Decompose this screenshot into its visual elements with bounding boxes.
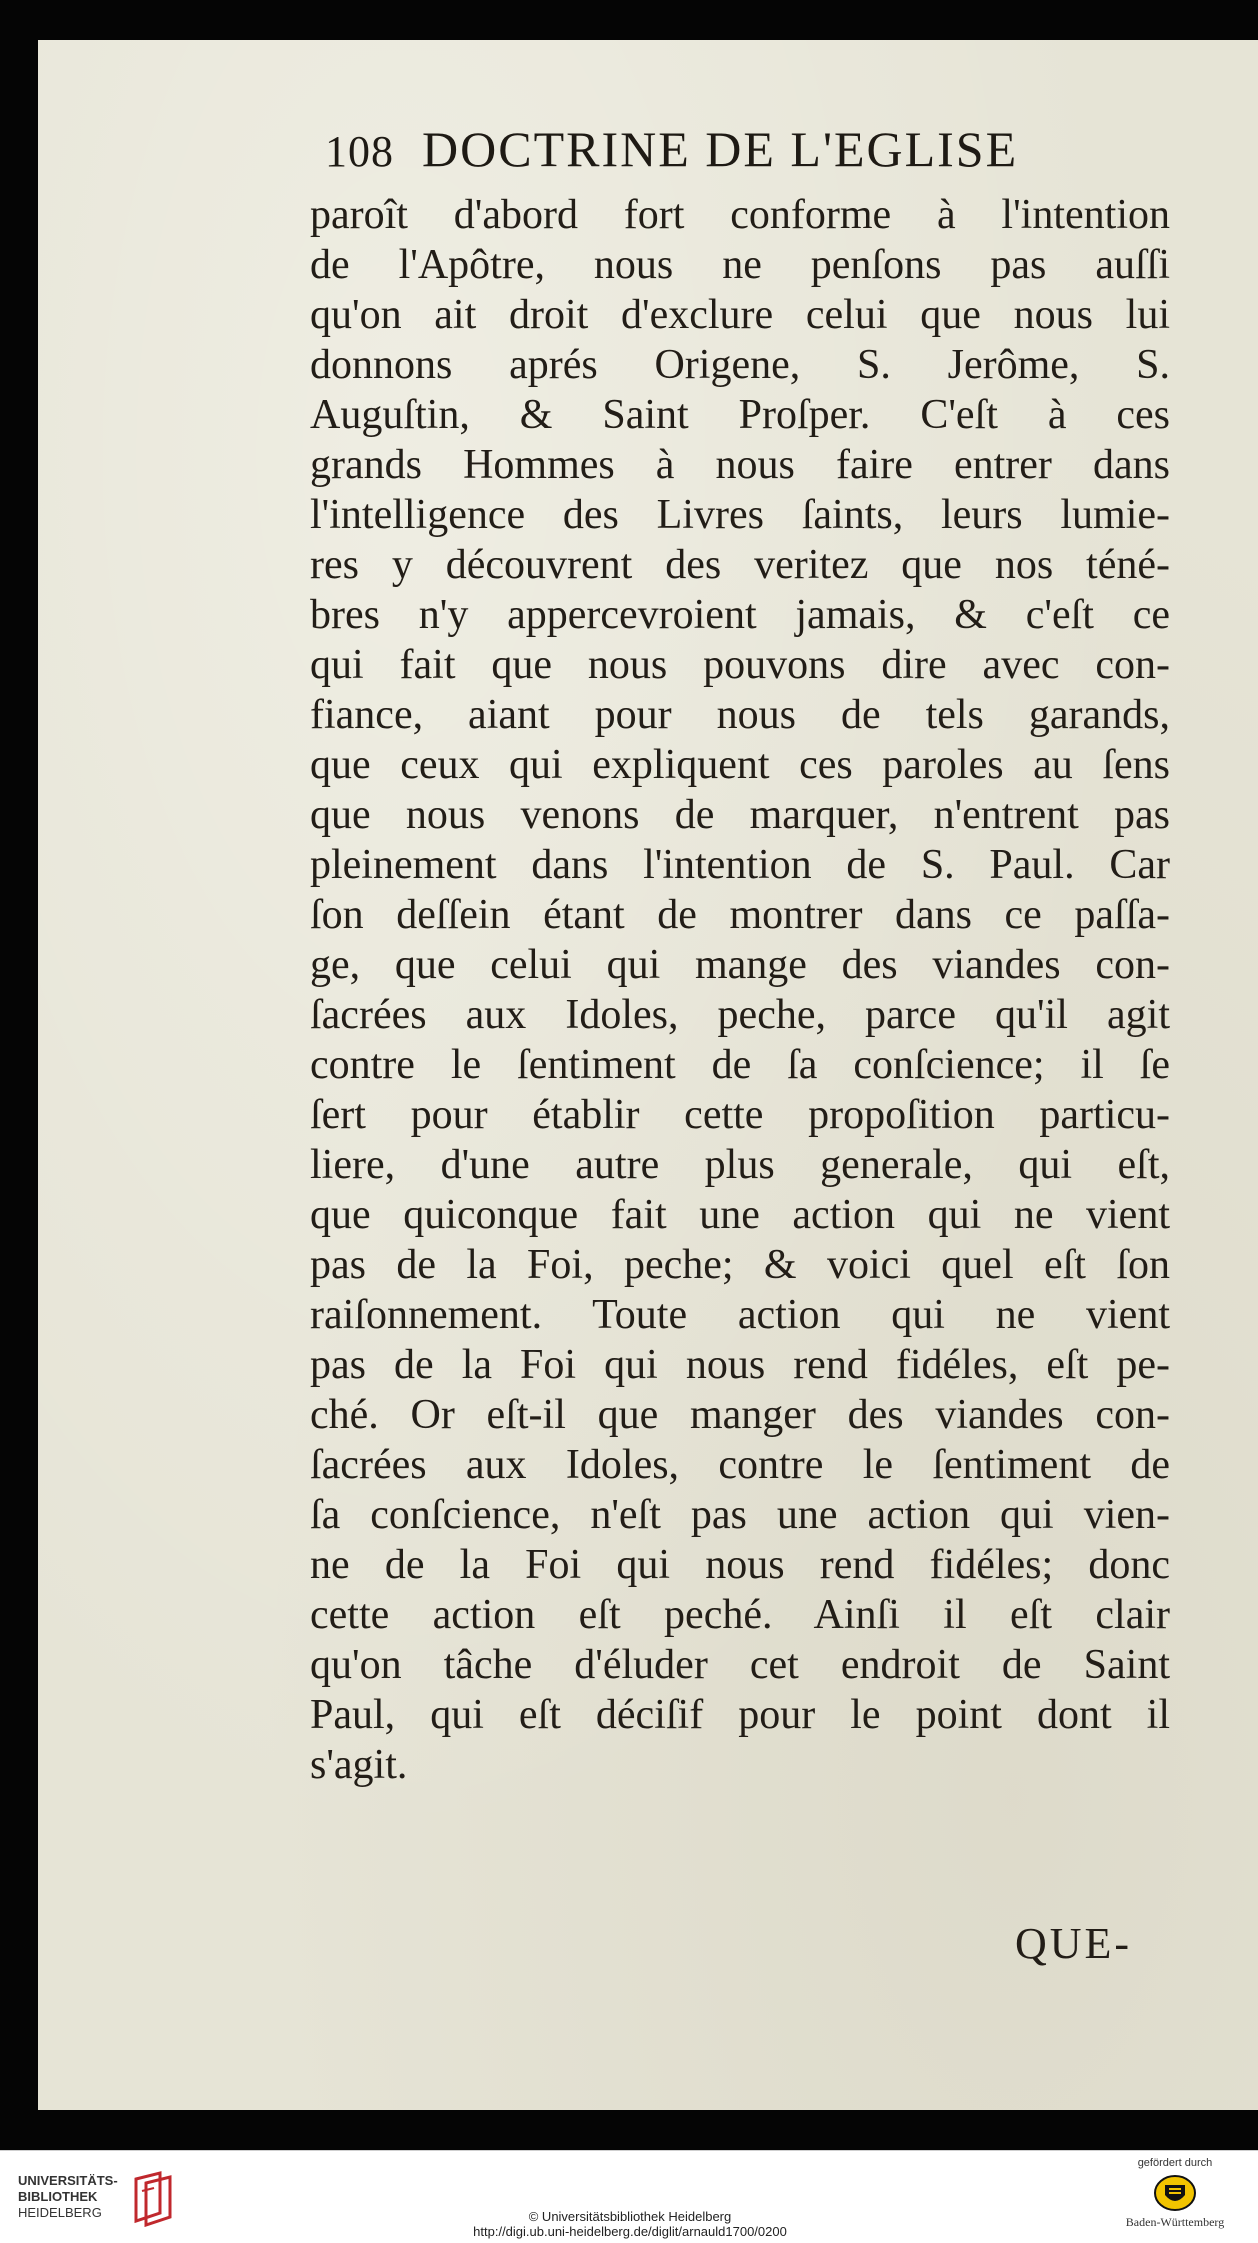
text-line: s'agit. (310, 1742, 408, 1788)
sponsor-label: gefördert durch (1137, 2157, 1213, 2169)
text-line: ſa conſcience, n'eſt pas une action qui vien- (310, 1492, 1170, 1538)
text-line: grands Hommes à nous faire entrer dans (310, 442, 1170, 488)
baden-wuerttemberg-emblem-icon (1151, 2173, 1199, 2213)
text-line: Auguſtin, & Saint Proſper. C'eſt à ces (310, 392, 1170, 438)
text-line: ne de la Foi qui nous rend fidéles; donc (310, 1542, 1170, 1588)
library-logo-text (18, 2173, 118, 2221)
copyright-text: © Universitätsbibliothek Heidelberg (528, 2209, 732, 2224)
text-line: ſon deſſein étant de montrer dans ce paſſa- (310, 892, 1170, 938)
text-line: pleinement dans l'intention de S. Paul. Car (310, 842, 1170, 888)
sponsor-name: Baden-Württemberg (1125, 2215, 1225, 2229)
library-logo[interactable] (18, 2171, 183, 2231)
text-line: res y découvrent des veritez que nos téné- (310, 542, 1170, 588)
running-head (325, 120, 1125, 190)
text-line: l'intelligence des Livres ſaints, leurs lumie- (310, 492, 1170, 538)
catchword: QUE- (1015, 1919, 1133, 1968)
text-line: ché. Or eſt-il que manger des viandes con- (310, 1392, 1170, 1438)
text-line: ſert pour établir cette propoſition particu- (310, 1092, 1170, 1138)
page-number: 108 (325, 127, 394, 176)
text-line: que quiconque fait une action qui ne vient (310, 1192, 1170, 1238)
text-line: donnons aprés Origene, S. Jerôme, S. (310, 342, 1170, 388)
text-line: fiance, aiant pour nous de tels garands, (310, 692, 1170, 738)
library-logo-icon (130, 2171, 180, 2227)
text-line: contre le ſentiment de ſa conſcience; il ſe (310, 1042, 1170, 1088)
library-logo-line1: UNIVERSITÄTS- (18, 2173, 118, 2188)
sponsor[interactable] (1105, 2157, 1245, 2230)
text-line: Paul, qui eſt déciſif pour le point dont il (310, 1692, 1170, 1738)
text-line: liere, d'une autre plus generale, qui eſt, (310, 1142, 1170, 1188)
text-line: qui fait que nous pouvons dire avec con- (310, 642, 1170, 688)
text-line: cette action eſt peché. Ainſi il eſt clair (310, 1592, 1170, 1638)
text-line: bres n'y appercevroient jamais, & c'eſt ce (310, 592, 1170, 638)
text-line: de l'Apôtre, nous ne penſons pas auſſi (310, 242, 1170, 288)
running-head-title: DOCTRINE DE L'EGLISE (422, 121, 1019, 177)
text-line: que nous venons de marquer, n'entrent pas (310, 792, 1170, 838)
permalink[interactable]: http://digi.ub.uni-heidelberg.de/diglit/arnauld1700/0200 (473, 2224, 787, 2239)
footer-center (330, 2209, 930, 2239)
text-line: ſacrées aux Idoles, contre le ſentiment de (310, 1442, 1170, 1488)
library-logo-line3: HEIDELBERG (18, 2205, 102, 2220)
library-logo-line2: BIBLIOTHEK (18, 2189, 98, 2204)
text-line: qu'on ait droit d'exclure celui que nous lui (310, 292, 1170, 338)
body-text (310, 190, 1170, 1790)
text-line: qu'on tâche d'éluder cet endroit de Saint (310, 1642, 1170, 1688)
text-line: ſacrées aux Idoles, peche, parce qu'il agit (310, 992, 1170, 1038)
text-line: ge, que celui qui mange des viandes con- (310, 942, 1170, 988)
text-line: paroît d'abord fort conforme à l'intention (310, 192, 1170, 238)
text-line: pas de la Foi, peche; & voici quel eſt ſon (310, 1242, 1170, 1288)
viewer-footer (0, 2150, 1258, 2243)
text-line: que ceux qui expliquent ces paroles au ſens (310, 742, 1170, 788)
text-line: pas de la Foi qui nous rend fidéles, eſt pe- (310, 1342, 1170, 1388)
text-line: raiſonnement. Toute action qui ne vient (310, 1292, 1170, 1338)
